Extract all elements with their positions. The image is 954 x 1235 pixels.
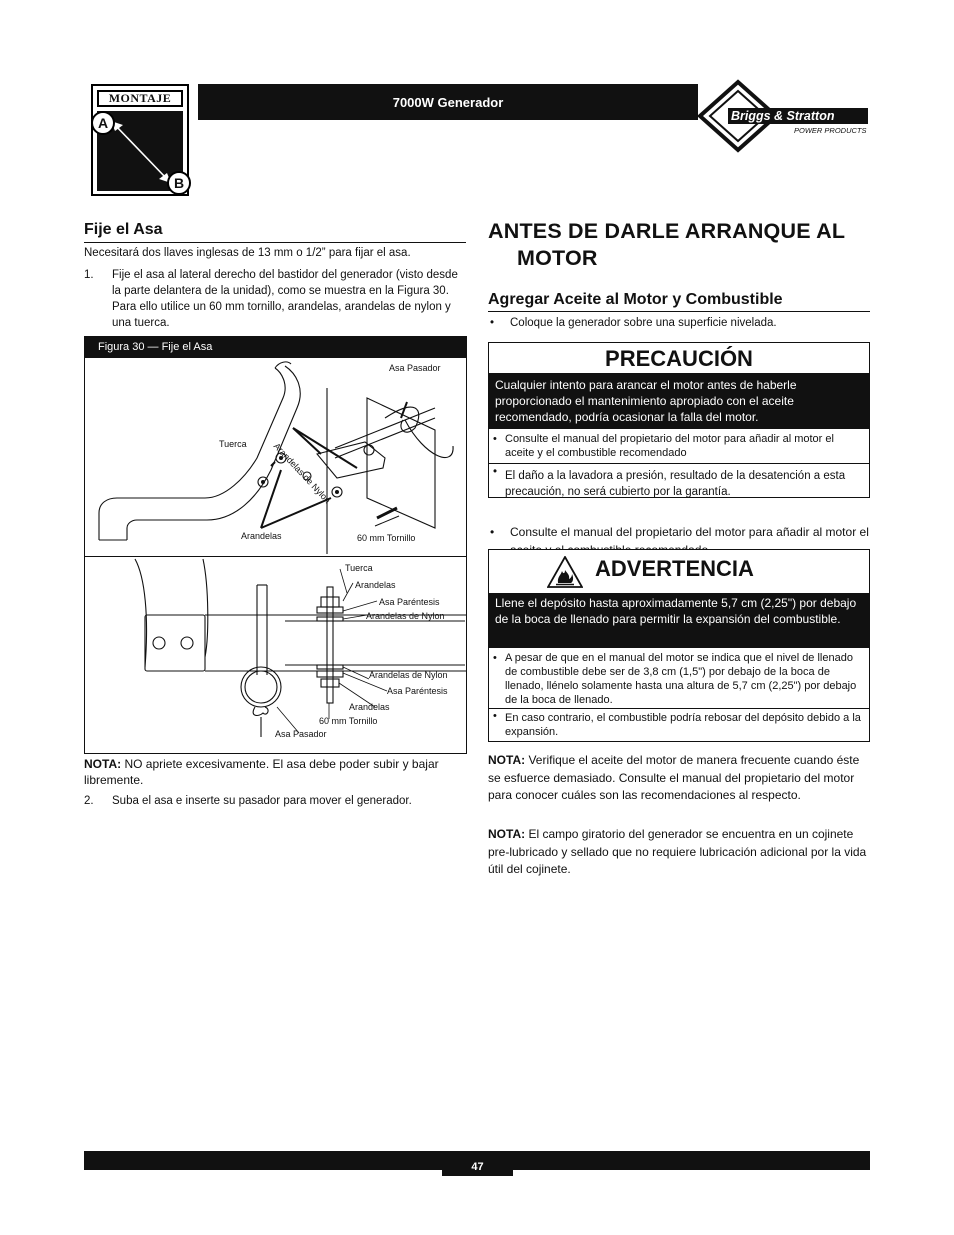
section-heading-fije-el-asa: Fije el Asa <box>84 221 163 238</box>
nota-text: NO apriete excesivamente. El asa debe poder subir y bajar libremente. <box>84 757 439 787</box>
advertencia-dark-text: Llene el depósito hasta aproximadamente 5,7 cm (2,25") por debajo de la boca de llenado para permitir la expansión del combustible. <box>489 593 869 648</box>
figure-30 <box>84 336 467 754</box>
precaucion-list <box>489 429 869 500</box>
label-arandelas-bottom-1: Arandelas <box>355 580 396 590</box>
advertencia-header <box>489 550 869 593</box>
point-a-marker <box>91 111 115 135</box>
bullet-consulte-manual: • Consulte el manual del propietario del motor para añadir al motor el <box>488 524 888 559</box>
section-title-line-2: MOTOR <box>517 246 598 270</box>
bullet-nivelada: • Coloque la generador sobre una superficie nivelada. <box>488 315 892 331</box>
advertencia-item-2: • En caso contrario, el combustible podría rebosar del depósito debido a la expansión. <box>489 709 869 739</box>
subheading-rule <box>488 311 870 312</box>
point-b-label: B <box>173 175 185 191</box>
label-tuerca-top: Tuerca <box>219 439 247 449</box>
label-asa-pasador-bottom: Asa Pasador <box>275 729 327 739</box>
section-title-line-1: ANTES DE DARLE ARRANQUE AL <box>488 219 846 243</box>
nota-left <box>84 756 467 788</box>
precaucion-item-2: • El daño a la lavadora a presión, resultado de la desatención a esta precaución, no será cubierto por la garantía. <box>489 464 869 500</box>
subheading-aceite: Agregar Aceite al Motor y Combustible <box>488 291 783 308</box>
label-tornillo-top: 60 mm Tornillo <box>357 533 416 543</box>
figure-caption: Figura 30 — Fije el Asa <box>85 337 466 358</box>
advertencia-item-1: • A pesar de que en el manual del motor se indica que el nivel de llenado de combustible debe ser de 3,8 cm (1,5") por debajo de la boca de llenado, llénelo solamente hasta una altura de 5,7 cm (2,25") por debajo de la boca de llenado. <box>489 651 869 708</box>
nota-cojinete-text: El campo giratorio del generador se encuentra en un cojinete pre-lubricado y sellado que no requiere lubricación adicional por la vida útil del cojinete. <box>488 827 867 876</box>
fire-warning-icon <box>547 556 583 588</box>
precaucion-box <box>488 342 870 498</box>
nota-aceite <box>488 752 870 805</box>
step-1 <box>84 267 467 331</box>
label-asa-pasador-top: Asa Pasador <box>389 363 441 373</box>
nota-aceite-text: Verifique el aceite del motor de manera frecuente cuando éste se esfuerce demasiado. Consulte el manual del propietario del motor para conocer cuáles son las recomendaciones al respecto. <box>488 753 860 802</box>
precaucion-title: PRECAUCIÓN <box>605 346 753 371</box>
page-number: 47 <box>442 1151 513 1176</box>
label-tuerca-bottom: Tuerca <box>345 563 373 573</box>
brand-logo <box>698 78 874 156</box>
step-2-text: Suba el asa e inserte su pasador para mover el generador. <box>112 795 412 807</box>
label-arandelas-bottom-2: Arandelas <box>349 702 390 712</box>
montaje-diagram <box>97 111 183 191</box>
step-1-number: 1. <box>84 269 94 281</box>
point-b-marker <box>167 171 191 195</box>
document-title-bar <box>198 84 698 120</box>
step-2 <box>84 793 467 809</box>
advertencia-list <box>489 648 869 739</box>
precaucion-dark-text: Cualquier intento para arancar el motor antes de haberle proporcionado el mantenimiento apropiado con el aceite recomendado, podría ocasionar la falla del motor. <box>489 373 869 429</box>
brand-subtitle: POWER PRODUCTS <box>794 126 867 135</box>
label-arandelas-nylon-1: Arandelas de Nylon <box>366 611 445 621</box>
label-arandelas-nylon-top: Arandelas de Nylon <box>271 441 333 506</box>
label-asa-parentesis-1: Asa Paréntesis <box>379 597 440 607</box>
step-1-text: Fije el asa al lateral derecho del bastidor del generador (visto desde la parte delantera de la unidad), como se muestra en la Figura 30. Para ello utilice un 60 mm tornillo, arandelas, arandelas de nylon y una tuerca. <box>112 269 458 329</box>
handle-cross-section-illustration <box>85 557 466 753</box>
precaucion-item-1: • Consulte el manual del propietario del motor para añadir al motor el aceite y el combustible recomendado <box>489 432 869 463</box>
nota-cojinete-label: NOTA: <box>488 827 526 841</box>
nota-label: NOTA: <box>84 757 122 771</box>
montaje-label: MONTAJE <box>97 90 183 107</box>
heading-rule <box>84 242 466 243</box>
nota-cojinete <box>488 826 870 879</box>
nota-aceite-label: NOTA: <box>488 753 526 767</box>
handle-assembly-illustration <box>85 358 466 556</box>
advertencia-title: ADVERTENCIA <box>595 556 754 581</box>
point-a-label: A <box>97 115 109 131</box>
label-arandelas-nylon-2: Arandelas de Nylon <box>369 670 448 680</box>
step-2-number: 2. <box>84 795 94 807</box>
brand-name: Briggs & Stratton <box>731 109 835 123</box>
montaje-badge <box>91 84 189 196</box>
section-title <box>488 218 878 272</box>
label-asa-parentesis-2: Asa Paréntesis <box>387 686 448 696</box>
document-title: 7000W Generador <box>392 94 504 110</box>
intro-text: Necesitará dos llaves inglesas de 13 mm o 1/2” para fijar el asa. <box>84 247 411 259</box>
advertencia-box <box>488 549 870 742</box>
label-tornillo-bottom: 60 mm Tornillo <box>319 716 378 726</box>
label-arandelas-top: Arandelas <box>241 531 282 541</box>
